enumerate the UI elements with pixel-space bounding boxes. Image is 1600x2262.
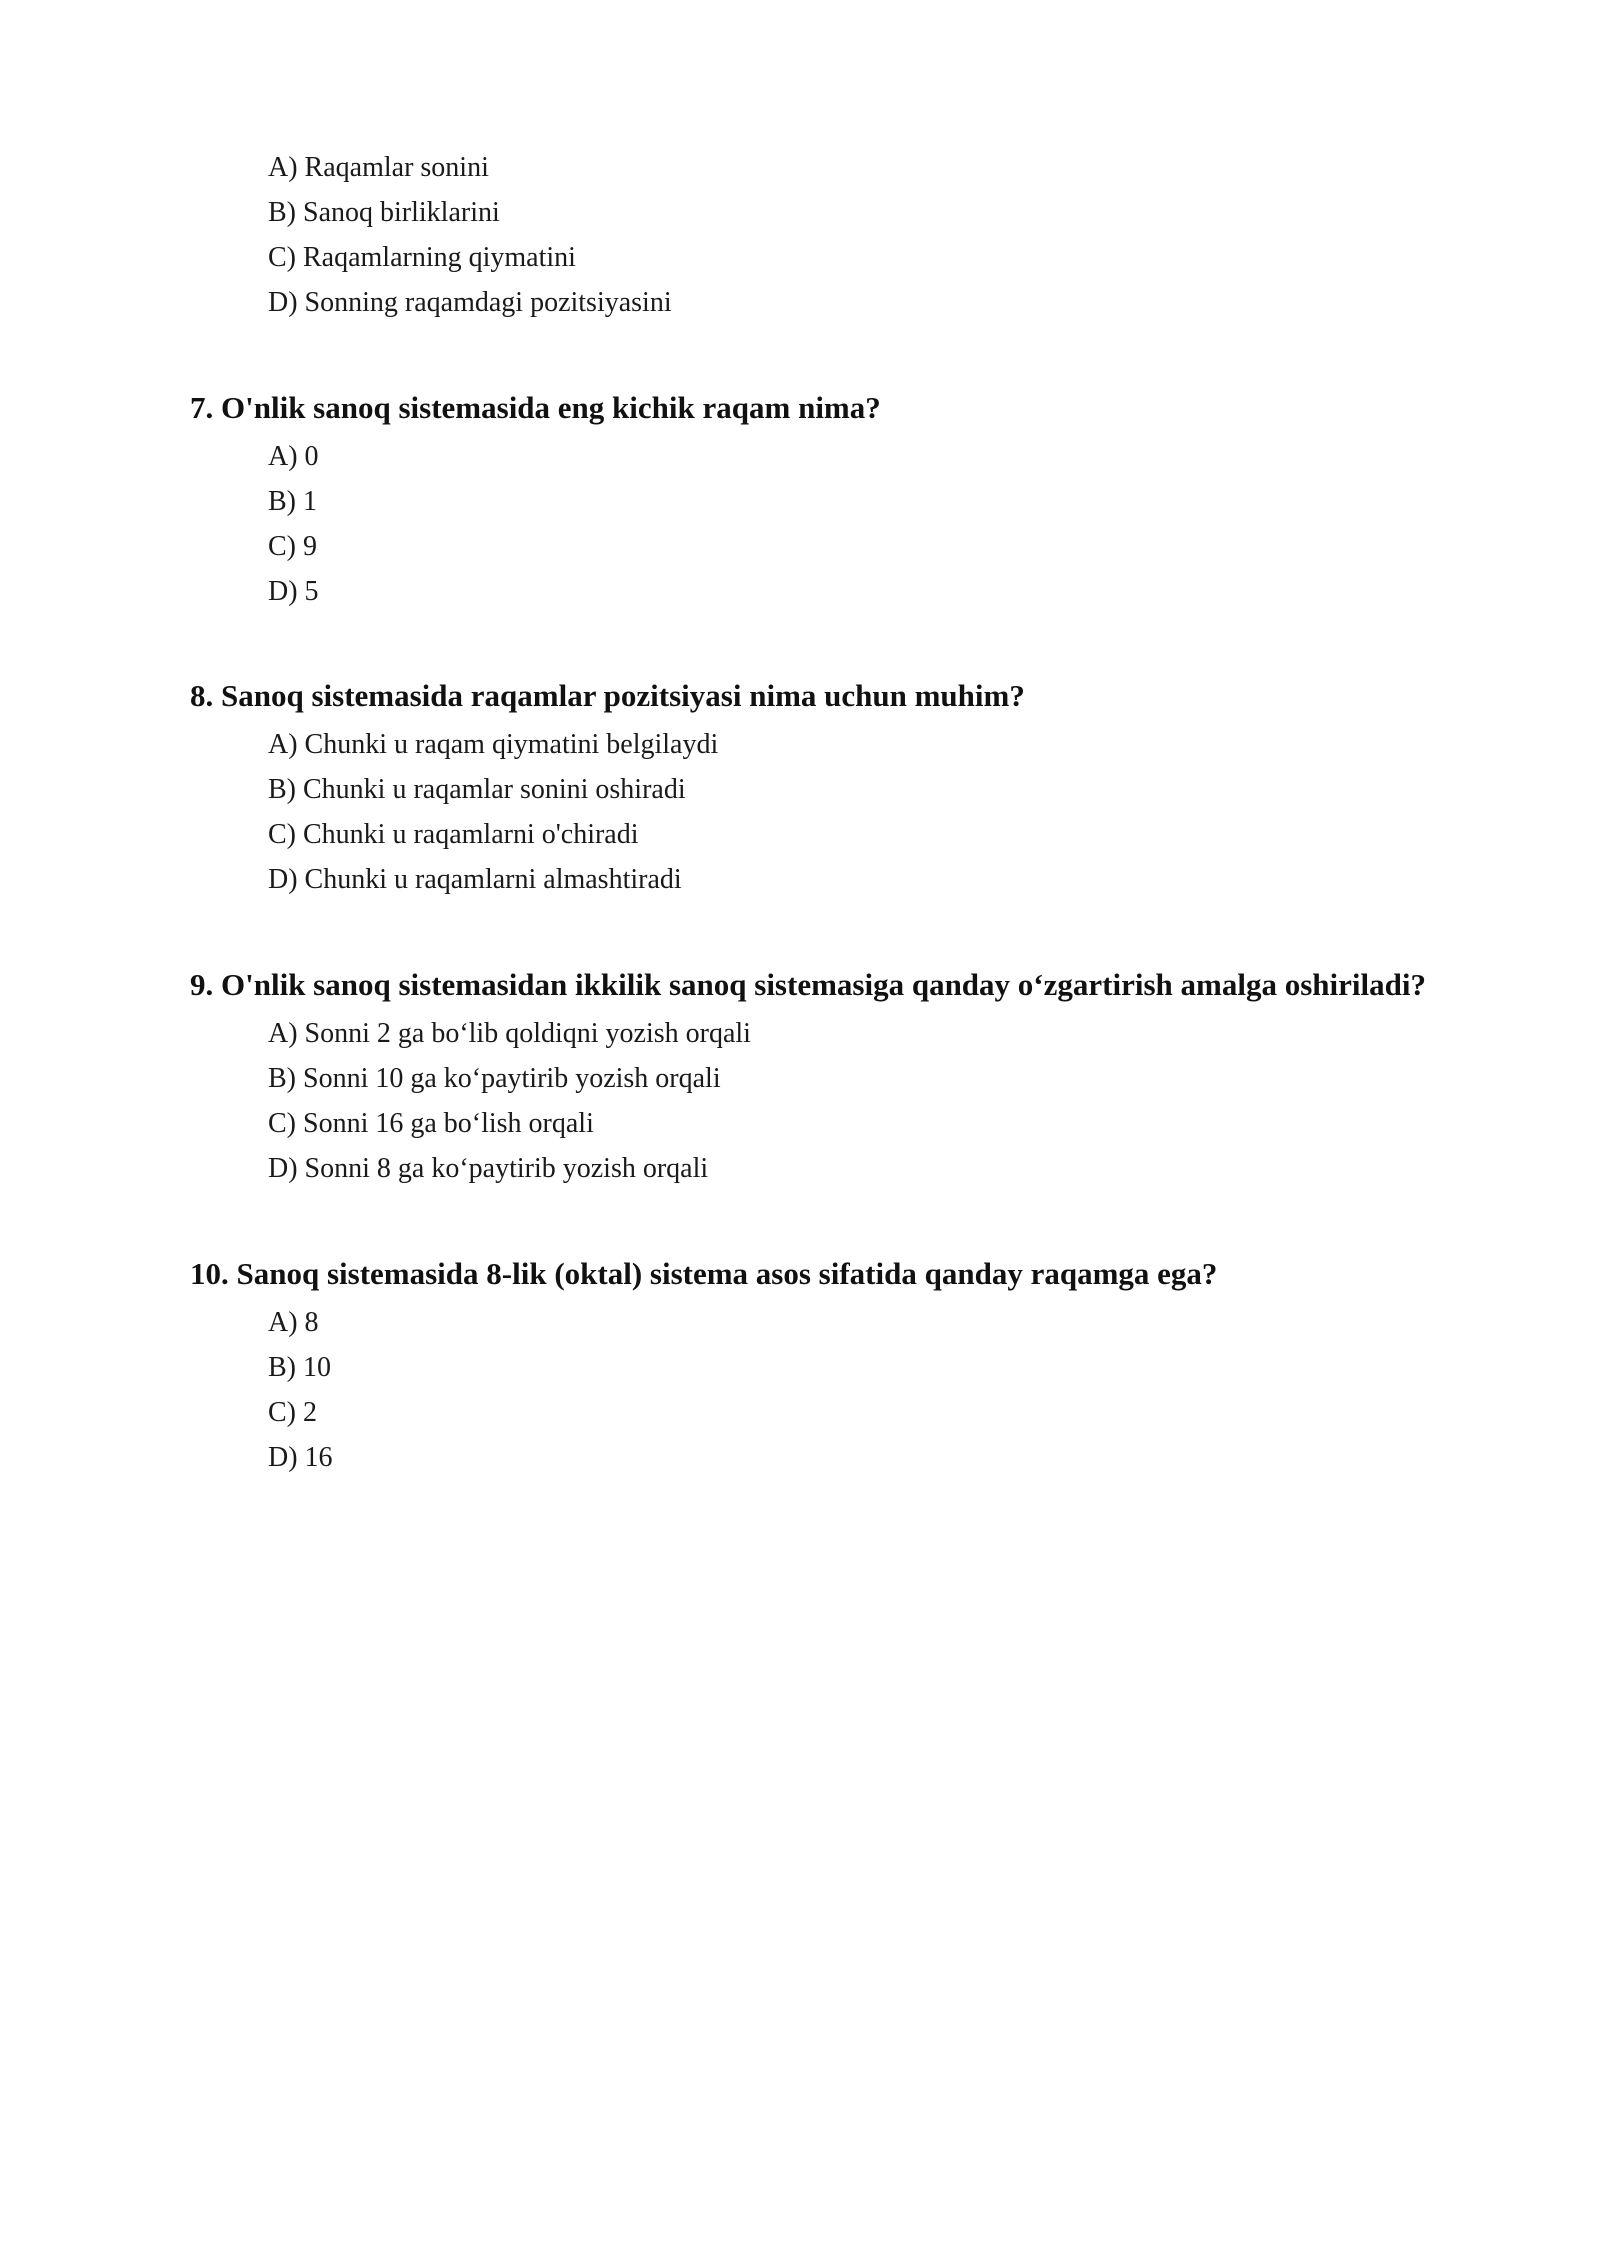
option-c: C) Raqamlarning qiymatini [268,242,576,273]
option-a: A) 8 [268,1307,319,1338]
option-d: D) Sonni 8 ga ko‘paytirib yozish orqali [268,1153,709,1184]
option-d: D) 16 [268,1442,333,1473]
option-d: D) Sonning raqamdagi pozitsiyasini [268,287,672,318]
option-c: C) Sonni 16 ga bo‘lish orqali [268,1108,594,1139]
option-a: A) Sonni 2 ga bo‘lib qoldiqni yozish orqali [268,1018,751,1049]
option-a: A) 0 [268,441,319,472]
option-a: A) Raqamlar sonini [268,152,489,183]
option-c: C) 9 [268,531,317,562]
option-b: B) 10 [268,1352,331,1383]
option-d: D) Chunki u raqamlarni almashtiradi [268,864,682,895]
option-d: D) 5 [268,576,319,607]
option-c: C) Chunki u raqamlarni o'chiradi [268,819,639,850]
option-a: A) Chunki u raqam qiymatini belgilaydi [268,729,719,760]
question-text: 8. Sanoq sistemasida raqamlar pozitsiyasi nima uchun muhim? [190,678,1025,713]
question-text: 7. O'nlik sanoq sistemasida eng kichik raqam nima? [190,390,881,425]
option-c: C) 2 [268,1397,317,1428]
question-text: 9. O'nlik sanoq sistemasidan ikkilik sanoq sistemasiga qanday o‘zgartirish amalga oshiriladi? [190,967,1426,1002]
option-b: B) 1 [268,486,317,517]
option-b: B) Sonni 10 ga ko‘paytirib yozish orqali [268,1063,721,1094]
question-text: 10. Sanoq sistemasida 8-lik (oktal) sistema asos sifatida qanday raqamga ega? [190,1256,1218,1291]
option-b: B) Sanoq birliklarini [268,197,500,228]
option-b: B) Chunki u raqamlar sonini oshiradi [268,774,686,805]
